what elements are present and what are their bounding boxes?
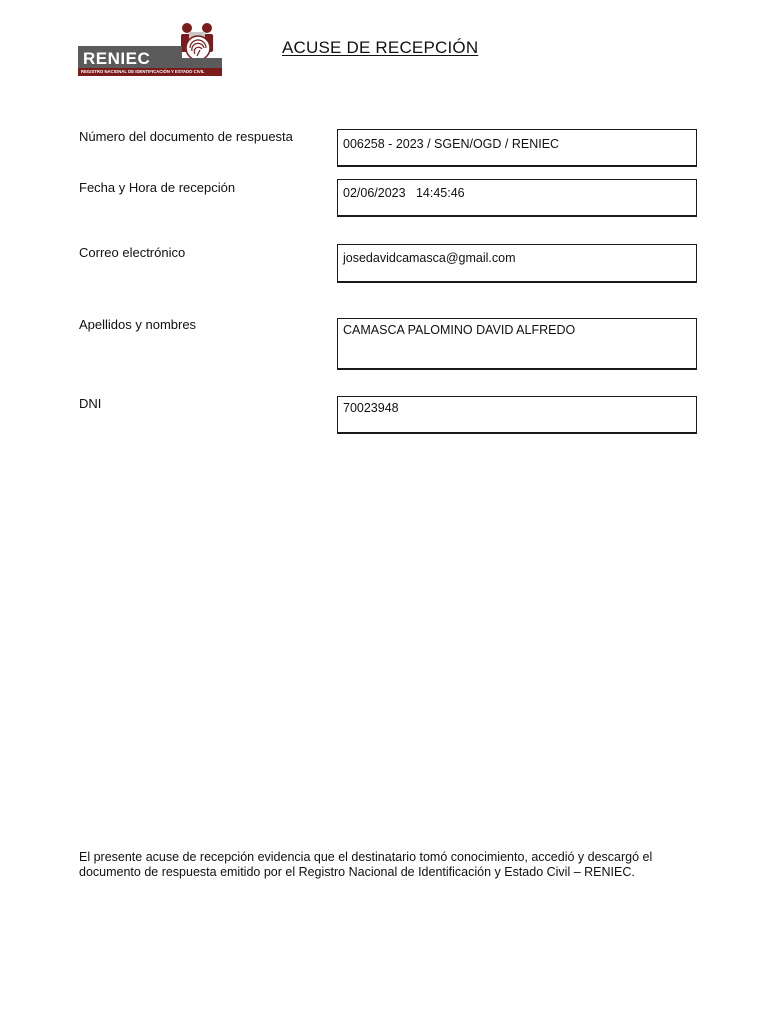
logo-subtitle: REGISTRO NACIONAL DE IDENTIFICACIÓN Y ESTADO CIVIL (81, 69, 205, 74)
field-dni: 70023948 (337, 396, 697, 434)
label-full-name: Apellidos y nombres (79, 317, 197, 332)
field-document-number: 006258 - 2023 / SGEN/OGD / RENIEC (337, 129, 697, 167)
field-reception-datetime: 02/06/2023 14:45:46 (337, 179, 697, 217)
field-full-name: CAMASCA PALOMINO DAVID ALFREDO (337, 318, 697, 370)
label-dni: DNI (79, 396, 102, 411)
field-email: josedavidcamasca@gmail.com (337, 244, 697, 283)
label-reception-datetime: Fecha y Hora de recepción (79, 180, 236, 195)
label-email: Correo electrónico (79, 245, 186, 260)
logo-wordmark: RENIEC (83, 49, 151, 68)
page-title: ACUSE DE RECEPCIÓN (282, 38, 479, 57)
reniec-logo (78, 22, 222, 78)
label-document-number: Número del documento de respuesta (79, 129, 293, 144)
reception-notice: El presente acuse de recepción evidencia que el destinatario tomó conocimiento, accedió y descargó el documento de respuesta emitido por el Registro Nacional de Identificación y Estado Civil – RENIEC. (79, 850, 653, 879)
